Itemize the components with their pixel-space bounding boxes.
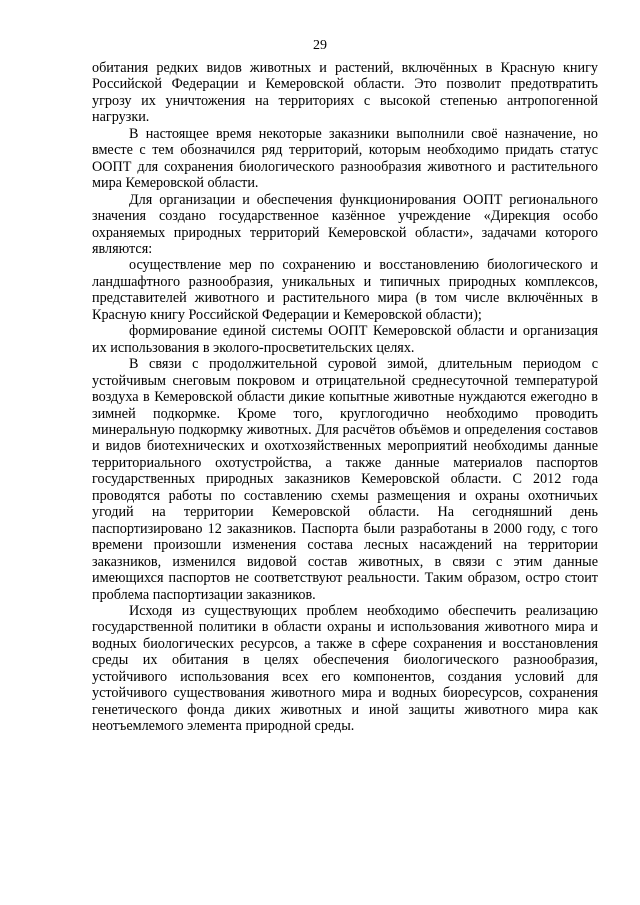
list-item: осуществление мер по сохранению и восстановлению биологического и ландшафтного разнообразия, уникальных и типичных природных комплексов, представителей животного и растительного мира (в том числе включённых в Красную книгу Российской Федерации и Кемеровской области); <box>92 257 598 323</box>
paragraph: Исходя из существующих проблем необходимо обеспечить реализацию государственной политики в области охраны и использования животного мира и водных биологических ресурсов, а также в сфере сохранения и восстановления среды их обитания в целях обеспечения биологического разнообразия, устойчивого использования всех его компонентов, создания условий для устойчивого существования животного мира и водных биоресурсов, сохранения генетического фонда диких животных и иной защиты животного мира как неотъемлемого элемента природной среды. <box>92 602 598 735</box>
page-number: 29 <box>313 38 327 53</box>
paragraph: В связи с продолжительной суровой зимой, длительным периодом с устойчивым снеговым покровом и отрицательной среднесуточной температурой воздуха в Кемеровской области дикие копытные животные нуждаются ежегодно в зимней подкормке. Кроме того, круглогодично необходимо проводить минеральную подкормку животных. Для расчётов объёмов и определения составов и видов биотехнических и охотхозяйственных мероприятий необходимы данные территориального охотустройства, а также данные материалов паспортов государственных природных заказников Кемеровской области. С 2012 года проводятся работы по составлению схемы размещения и охраны охотничьих угодий на территории Кемеровской области. На сегодняшний день паспортизировано 12 заказников. Паспорта были разработаны в 2000 году, с того времени произошли изменения состава лесных насаждений на территории заказников, изменился видовой состав животных, в связи с этим данные имеющихся паспортов не соответствуют реальности. Таким образом, остро стоит проблема паспортизации заказников. <box>92 356 598 603</box>
document-body <box>92 60 598 735</box>
paragraph: Для организации и обеспечения функционирования ООПТ регионального значения создано государственное казённое учреждение «Дирекция особо охраняемых природных территорий Кемеровской области», задачами которого являются: <box>92 191 598 257</box>
list-item: формирование единой системы ООПТ Кемеровской области и организация их использования в эколого-просветительских целях. <box>92 323 598 356</box>
paragraph-continuation: обитания редких видов животных и растений, включённых в Красную книгу Российской Федерации и Кемеровской области. Это позволит предотвратить угрозу их уничтожения на территориях с высокой степенью антропогенной нагрузки. <box>92 60 598 126</box>
paragraph: В настоящее время некоторые заказники выполнили своё назначение, но вместе с тем обозначился ряд территорий, которым необходимо придать статус ООПТ для сохранения биологического разнообразия животного и растительного мира Кемеровской области. <box>92 125 598 192</box>
